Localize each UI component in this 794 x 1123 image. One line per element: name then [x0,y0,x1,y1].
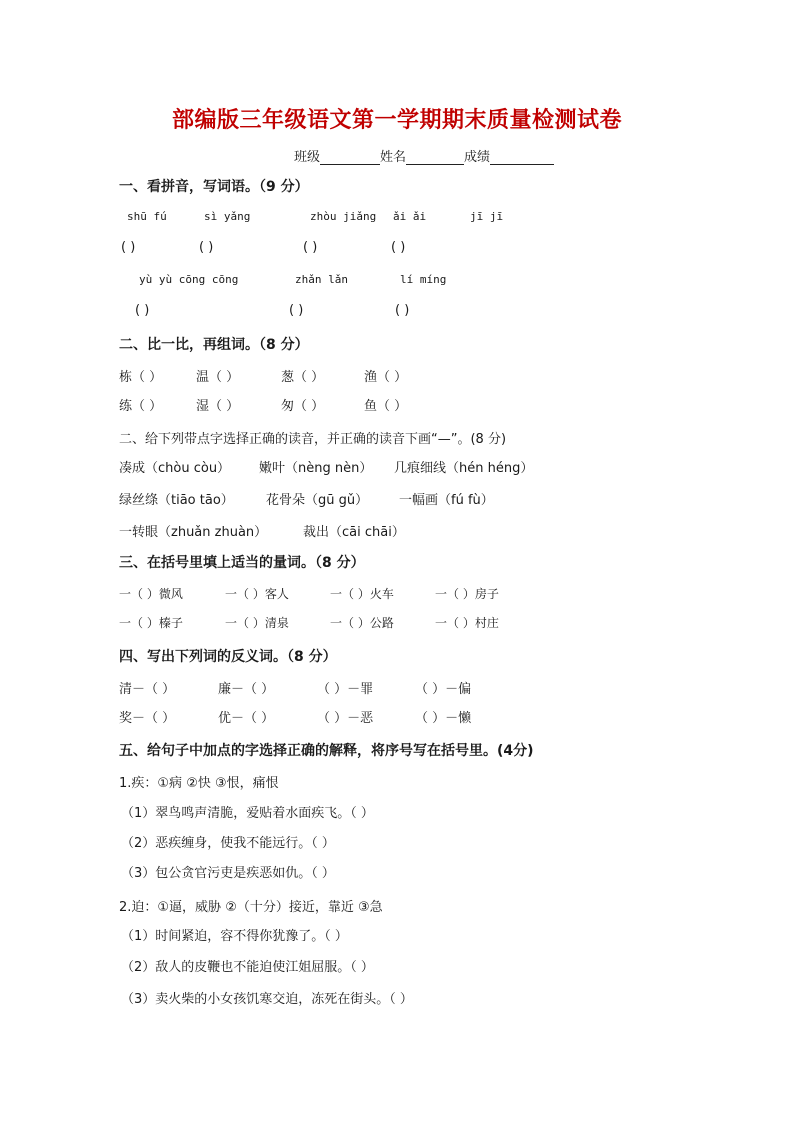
answer-bracket[interactable]: ( ) [135,303,150,318]
compare-item[interactable]: 栋（ ） [119,370,163,385]
pinyin-item: lí míng [400,273,447,286]
section-2b-heading: 二、给下列带点字选择正确的读音，并正确的读音下画“—”。(8 分) [119,432,507,447]
measure-word-item[interactable]: 一（ ）榛子 [119,616,183,630]
score-blank[interactable] [490,150,554,165]
antonym-item[interactable]: 廉－（ ） [218,682,275,697]
answer-bracket[interactable]: ( ) [121,240,136,255]
antonym-item[interactable]: 清－（ ） [119,682,176,697]
name-blank[interactable] [406,150,464,165]
reading-item[interactable]: 一转眼（zhuǎn zhuàn） [119,525,268,540]
measure-word-item[interactable]: 一（ ）村庄 [435,616,499,630]
q1-item-1[interactable]: （1）翠鸟鸣声清脆，爱贴着水面疾飞。（ ） [121,806,374,821]
section-3-heading: 三、在括号里填上适当的量词。（8 分） [119,555,365,571]
q1-item-3[interactable]: （3）包公贪官污吏是疾恶如仇。（ ） [121,866,335,881]
compare-item[interactable]: 鱼（ ） [364,399,408,414]
compare-item[interactable]: 温（ ） [196,370,240,385]
reading-item[interactable]: 花骨朵（gū gǔ） [266,493,369,508]
measure-word-item[interactable]: 一（ ）微风 [119,587,183,601]
pinyin-item: jī jī [470,210,504,223]
class-label: 班级 [294,150,321,165]
q2-item-1[interactable]: （1）时间紧迫，容不得你犹豫了。（ ） [121,929,348,944]
q2-item-2[interactable]: （2）敌人的皮鞭也不能迫使江姐屈服。（ ） [121,960,374,975]
reading-item[interactable]: 裁出（cāi chāi） [303,525,405,540]
pinyin-item: zhòu jiǎng [310,210,377,223]
pinyin-item: shū fú [127,210,167,223]
measure-word-item[interactable]: 一（ ）清泉 [225,616,289,630]
q1-item-2[interactable]: （2）恶疾缠身，使我不能远行。（ ） [121,836,335,851]
compare-item[interactable]: 渔（ ） [364,370,408,385]
compare-item[interactable]: 湿（ ） [196,399,240,414]
answer-bracket[interactable]: ( ) [395,303,410,318]
q1-stem: 1.疾：①病 ②快 ③恨，痛恨 [119,776,279,791]
page-title: 部编版三年级语文第一学期期末质量检测试卷 [171,108,622,133]
answer-bracket[interactable]: ( ) [199,240,214,255]
pinyin-item: zhǎn lǎn [295,273,348,286]
compare-item[interactable]: 练（ ） [119,399,163,414]
reading-item[interactable]: 一幅画（fú fù） [399,493,494,508]
antonym-item[interactable]: 奖－（ ） [119,711,176,726]
antonym-item[interactable]: （ ）－偏 [415,682,472,697]
section-5-heading: 五、给句子中加点的字选择正确的解释，将序号写在括号里。(4分) [119,743,534,759]
antonym-item[interactable]: （ ）－恶 [317,711,374,726]
name-label: 姓名 [380,150,407,165]
measure-word-item[interactable]: 一（ ）公路 [330,616,394,630]
score-label: 成绩 [464,150,491,165]
class-blank[interactable] [320,150,380,165]
section-4-heading: 四、写出下列词的反义词。（8 分） [119,649,337,665]
reading-item[interactable]: 嫩叶（nèng nèn） [259,461,373,476]
measure-word-item[interactable]: 一（ ）客人 [225,587,289,601]
pinyin-item: sì yǎng [204,210,251,223]
reading-item[interactable]: 绿丝绦（tiāo tāo） [119,493,234,508]
reading-item[interactable]: 几痕细线（hén héng） [394,461,534,476]
answer-bracket[interactable]: ( ) [391,240,406,255]
measure-word-item[interactable]: 一（ ）房子 [435,587,499,601]
student-info-line [294,146,554,165]
reading-item[interactable]: 凑成（chòu còu） [119,461,231,476]
q2-item-3[interactable]: （3）卖火柴的小女孩饥寒交迫，冻死在街头。（ ） [121,992,413,1007]
compare-item[interactable]: 葱（ ） [281,370,325,385]
antonym-item[interactable]: （ ）－懒 [415,711,472,726]
antonym-item[interactable]: （ ）－罪 [317,682,374,697]
antonym-item[interactable]: 优－（ ） [218,711,275,726]
answer-bracket[interactable]: ( ) [289,303,304,318]
section-2-heading: 二、比一比，再组词。（8 分） [119,337,309,353]
compare-item[interactable]: 匆（ ） [281,399,325,414]
measure-word-item[interactable]: 一（ ）火车 [330,587,394,601]
pinyin-item: yù yù cōng cōng [139,273,239,286]
section-1-heading: 一、看拼音，写词语。（9 分） [119,179,309,195]
pinyin-item: ǎi ǎi [393,210,427,223]
q2-stem: 2.迫：①逼，威胁 ②（十分）接近，靠近 ③急 [119,900,383,915]
answer-bracket[interactable]: ( ) [303,240,318,255]
